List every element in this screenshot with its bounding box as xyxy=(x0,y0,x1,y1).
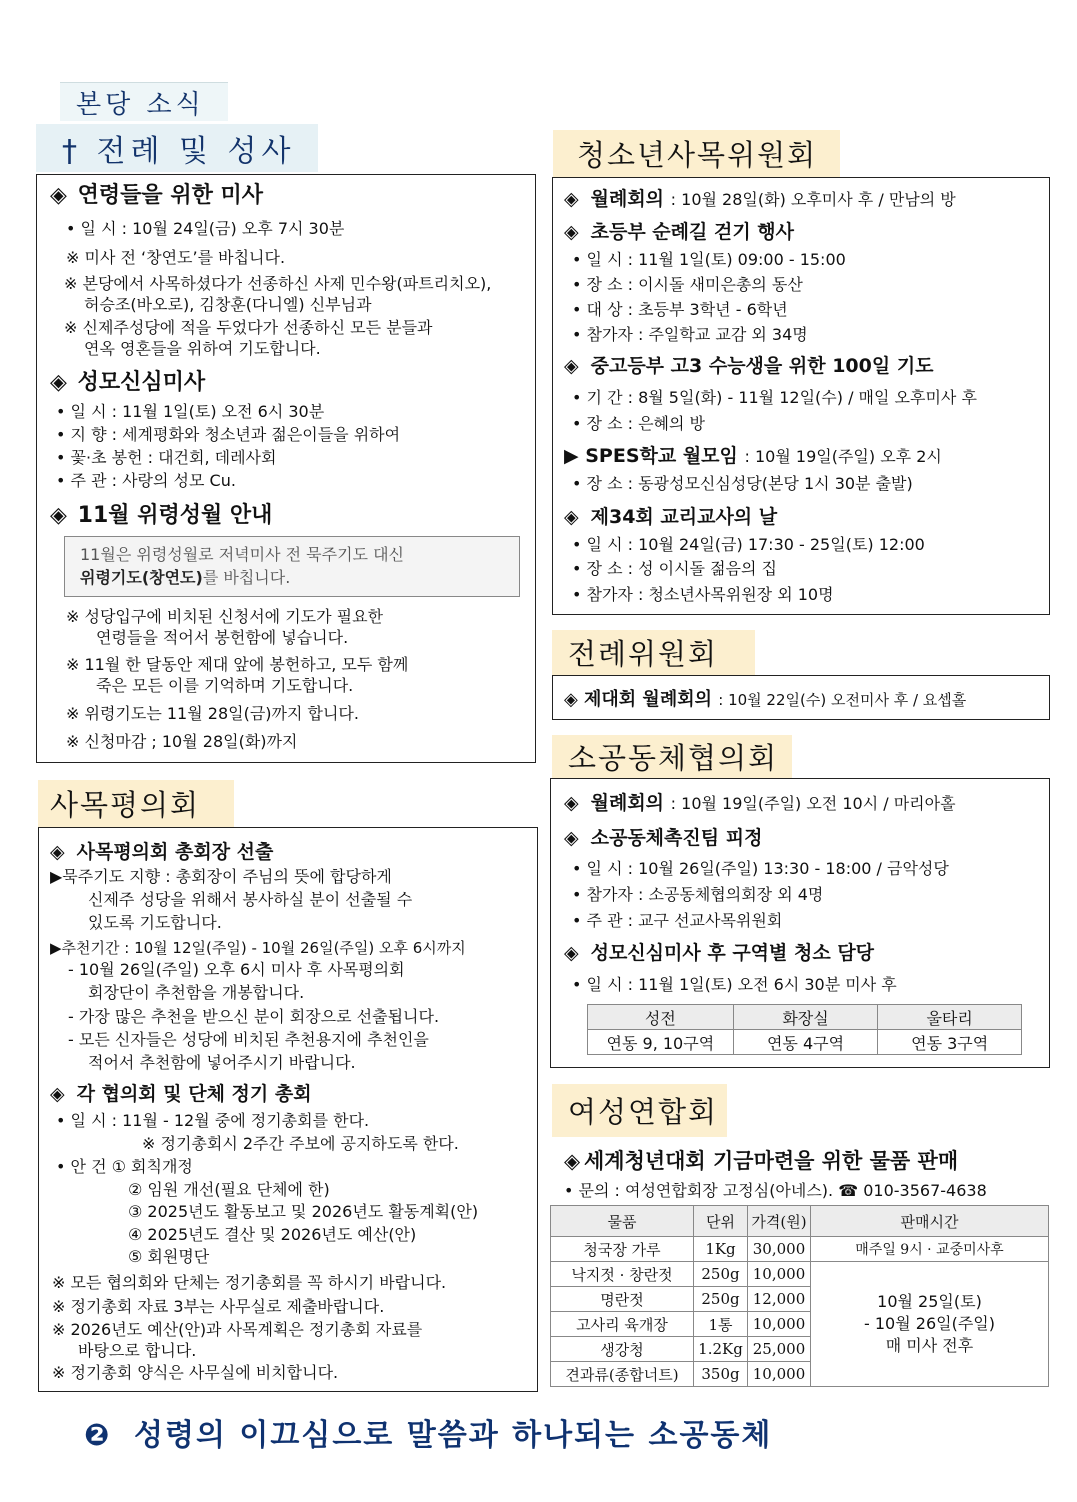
liturgy-committee-title: 전례위원회 xyxy=(568,637,719,671)
text-line: - 가장 많은 추천을 받으신 분이 회장으로 선출됩니다. xyxy=(68,1007,440,1026)
s2-title-text: 성모신심미사 xyxy=(77,370,206,395)
table-cell: 명란젓 xyxy=(551,1287,694,1312)
text-line: ※ 미사 전 ‘창연도’를 바칩니다. xyxy=(66,248,286,267)
text-line: • 기 간 : 8월 5일(화) - 11월 12일(수) / 매일 오후미사 후 xyxy=(572,388,977,407)
text-line: ※ 정기총회 자료 3부는 사무실로 제출바랍니다. xyxy=(52,1297,385,1316)
pastoral-s1-title xyxy=(50,840,273,864)
pastoral-s2-title xyxy=(50,1082,312,1106)
table-cell: 1Kg xyxy=(694,1237,748,1262)
diamond-icon: ◈ xyxy=(564,355,579,377)
liturgy-title-bar xyxy=(36,124,318,172)
table-cell: 250g xyxy=(694,1262,748,1287)
diamond-icon: ◈ xyxy=(50,841,65,863)
liturgy-committee-s1 xyxy=(564,688,966,712)
text-line: ※ 정기총회 양식은 사무실에 비치합니다. xyxy=(52,1363,339,1382)
table-cell: 350g xyxy=(694,1362,748,1387)
youth-s2-title xyxy=(564,220,794,244)
text-line: 죽은 모든 이를 기억하며 기도합니다. xyxy=(96,676,354,695)
youth-s5-title xyxy=(564,505,777,529)
text-line: ② 임원 개선(필요 단체에 한) xyxy=(128,1180,330,1199)
text-line: ※ 신제주성당에 적을 두었다가 선종하신 모든 분들과 xyxy=(64,318,433,337)
table-cell: 10,000 xyxy=(748,1262,811,1287)
s1-title-text: 연령들을 위한 미사 xyxy=(77,183,264,208)
text-line: • 일 시 : 10월 26일(주일) 13:30 - 18:00 / 금악성당 xyxy=(572,859,949,878)
text-line: • 주 관 : 사랑의 성모 Cu. xyxy=(56,471,236,490)
text-line: • 안 건 ① 회칙개정 xyxy=(56,1157,193,1176)
s1-title-text: 월례회의 xyxy=(590,188,665,210)
diamond-icon: ◈ xyxy=(564,792,579,814)
s1-title-text: 사목평의회 총회장 선출 xyxy=(76,841,274,863)
table-cell: 1통 xyxy=(694,1312,748,1337)
liturgy-s3-title xyxy=(50,502,272,530)
text-line: ※ 위령기도는 11월 28일(금)까지 합니다. xyxy=(66,704,359,723)
table-row xyxy=(551,1206,1049,1237)
diamond-icon: ◈ xyxy=(50,370,67,395)
table-cell: 연동 3구역 xyxy=(878,1030,1022,1055)
text-line: ※ 11월 한 달동안 제대 앞에 봉헌하고, 모두 함께 xyxy=(66,655,409,674)
table-cell: 25,000 xyxy=(748,1337,811,1362)
table-cell: 연동 9, 10구역 xyxy=(588,1030,734,1055)
text-line: 있도록 기도합니다. xyxy=(88,913,222,932)
s3-title-text: 성모신심미사 후 구역별 청소 담당 xyxy=(590,942,875,964)
cleaning-table xyxy=(587,1004,1022,1055)
page-title: 본당 소식 xyxy=(76,90,205,120)
notice-highlight: 위령기도(창연도) xyxy=(80,568,203,587)
community-s1-title xyxy=(564,791,956,816)
liturgy-s2-title xyxy=(50,369,205,397)
text-line: • 일 시 : 11월 1일(토) 오전 6시 30분 미사 후 xyxy=(572,975,897,994)
pastoral-title-bar xyxy=(38,780,234,827)
text-line: • 일 시 : 11월 1일(토) 오전 6시 30분 xyxy=(56,402,325,421)
table-header: 화장실 xyxy=(733,1005,878,1030)
footer-slogan xyxy=(84,1410,772,1454)
diamond-icon: ◈ xyxy=(564,506,579,528)
text-line: • 일 시 : 11월 1일(토) 09:00 - 15:00 xyxy=(572,250,846,269)
s2-title-text: 각 협의회 및 단체 정기 총회 xyxy=(76,1083,312,1105)
text-line: ③ 2025년도 활동보고 및 2026년도 활동계획(안) xyxy=(128,1202,479,1221)
s4-title-text: ▶ SPES학교 월모임 xyxy=(564,445,738,467)
s1-title-text: 세계청년대회 기금마련을 위한 물품 판매 xyxy=(584,1149,959,1173)
text-line: 적어서 추천함에 넣어주시기 바랍니다. xyxy=(88,1053,356,1072)
sales-table xyxy=(550,1205,1049,1387)
table-cell: 10,000 xyxy=(748,1362,811,1387)
liturgy-title: † 전례 및 성사 xyxy=(62,134,296,169)
text-line: • 참가자 : 소공동체협의회장 외 4명 xyxy=(572,885,824,904)
table-cell-time xyxy=(811,1262,1049,1387)
table-cell: 250g xyxy=(694,1287,748,1312)
table-header: 단위 xyxy=(694,1206,748,1237)
text-line: • 참가자 : 청소년사목위원장 외 10명 xyxy=(572,585,834,604)
time-line: 매 미사 전후 xyxy=(885,1336,974,1355)
women-s1-title xyxy=(564,1147,958,1175)
diamond-icon: ◈ xyxy=(564,689,578,710)
table-header: 가격(원) xyxy=(748,1206,811,1237)
table-cell: 생강청 xyxy=(551,1337,694,1362)
s2-title-text: 초등부 순례길 걷기 행사 xyxy=(590,221,795,243)
text-line: • 일 시 : 11월 - 12월 중에 정기총회를 한다. xyxy=(56,1111,370,1130)
community-title-bar xyxy=(552,735,792,778)
text-line: 회장단이 추천함을 개봉합니다. xyxy=(88,983,305,1002)
text-line: 허승조(바오로), 김창훈(다니엘) 신부님과 xyxy=(84,295,372,314)
contact-line: • 문의 : 여성연합회장 고정심(아네스). ☎ 010-3567-4638 xyxy=(564,1181,987,1200)
text-line: ▶추천기간 : 10월 12일(주일) - 10월 26일(주일) 오후 6시까지 xyxy=(50,939,466,957)
diamond-icon: ◈ xyxy=(564,942,579,964)
text-line: - 10월 26일(주일) 오후 6시 미사 후 사목평의회 xyxy=(68,960,405,979)
women-title: 여성연합회 xyxy=(568,1095,719,1129)
text-line: ※ 성당입구에 비치된 신청서에 기도가 필요한 xyxy=(66,607,384,626)
s1-rest: : 10월 22일(수) 오전미사 후 / 요셉홀 xyxy=(718,691,967,709)
table-row xyxy=(588,1005,1022,1030)
table-row xyxy=(551,1237,1049,1262)
youth-title: 청소년사목위원회 xyxy=(577,138,818,172)
s5-title-text: 제34회 교리교사의 날 xyxy=(590,506,778,528)
table-cell: 낙지젓 · 창란젓 xyxy=(551,1262,694,1287)
footer-bullet-icon: ❷ xyxy=(84,1418,112,1453)
community-s2-title xyxy=(564,826,762,850)
notice-line xyxy=(80,568,290,588)
table-cell: 연동 4구역 xyxy=(733,1030,878,1055)
text-line: ▶묵주기도 지향 : 총회장이 주님의 뜻에 합당하게 xyxy=(50,867,392,886)
table-row xyxy=(588,1030,1022,1055)
text-line: • 주 관 : 교구 선교사목위원회 xyxy=(572,911,783,930)
text-line: • 지 향 : 세계평화와 청소년과 젊은이들을 위하여 xyxy=(56,425,401,444)
text-line: • 장 소 : 이시돌 새미은총의 동산 xyxy=(572,275,803,294)
text-line: • 일 시 : 10월 24일(금) 17:30 - 25일(토) 12:00 xyxy=(572,535,925,554)
s1-rest: : 10월 28일(화) 오후미사 후 / 만남의 방 xyxy=(670,190,956,209)
table-cell: 매주일 9시 · 교중미사후 xyxy=(811,1237,1049,1262)
table-cell: 30,000 xyxy=(748,1237,811,1262)
youth-s3-title xyxy=(564,354,934,378)
s4-rest: : 10월 19일(주일) 오후 2시 xyxy=(744,447,942,466)
text-line: ※ 모든 협의회와 단체는 정기총회를 꼭 하시기 바랍니다. xyxy=(52,1273,447,1292)
diamond-icon: ◈ xyxy=(50,503,67,528)
s1-rest: : 10월 19일(주일) 오전 10시 / 마리아홀 xyxy=(670,794,956,813)
notice-line: 11월은 위령성월로 저녁미사 전 묵주기도 대신 xyxy=(80,545,404,564)
table-cell: 1.2Kg xyxy=(694,1337,748,1362)
diamond-icon: ◈ xyxy=(50,1083,65,1105)
text-line: ④ 2025년도 결산 및 2026년도 예산(안) xyxy=(128,1225,417,1244)
women-title-bar xyxy=(552,1084,727,1137)
text-line: - 모든 신자들은 성당에 비치된 추천용지에 추천인을 xyxy=(68,1030,429,1049)
text-line: ※ 신청마감 ; 10월 28일(화)까지 xyxy=(66,732,298,751)
text-line: ※ 2026년도 예산(안)과 사목계획은 정기총회 자료를 xyxy=(52,1320,423,1339)
table-header: 판매시간 xyxy=(811,1206,1049,1237)
table-header: 물품 xyxy=(551,1206,694,1237)
table-cell: 고사리 육개장 xyxy=(551,1312,694,1337)
text-line: ⑤ 회원명단 xyxy=(128,1247,210,1266)
text-line: ※ 본당에서 사목하셨다가 선종하신 사제 민수왕(파트리치오), xyxy=(64,274,492,293)
table-cell: 청국장 가루 xyxy=(551,1237,694,1262)
text-line: • 장 소 : 성 이시돌 젊음의 집 xyxy=(572,559,777,578)
text-line: • 장 소 : 동광성모신심성당(본당 1시 30분 출발) xyxy=(572,474,913,493)
diamond-icon: ◈ xyxy=(564,221,579,243)
youth-s4-title xyxy=(564,444,942,469)
table-cell: 12,000 xyxy=(748,1287,811,1312)
table-row xyxy=(551,1262,1049,1287)
table-cell: 10,000 xyxy=(748,1312,811,1337)
text-line: 연옥 영혼들을 위하여 기도합니다. xyxy=(84,339,321,358)
footer-text: 성령의 이끄심으로 말씀과 하나되는 소공동체 xyxy=(134,1418,773,1453)
table-header: 성전 xyxy=(588,1005,734,1030)
s1-title-text: 월례회의 xyxy=(590,792,665,814)
notice-rest: 를 바칩니다. xyxy=(202,568,291,587)
diamond-icon: ◈ xyxy=(564,188,579,210)
text-line: • 일 시 : 10월 24일(금) 오후 7시 30분 xyxy=(66,219,345,238)
text-line: • 장 소 : 은혜의 방 xyxy=(572,414,705,433)
text-line: 연령들을 적어서 봉헌함에 넣습니다. xyxy=(96,628,349,647)
diamond-icon: ◈ xyxy=(564,1149,581,1173)
text-line: • 꽃·초 봉헌 : 대건회, 데레사회 xyxy=(56,448,277,467)
community-title: 소공동체협의회 xyxy=(568,741,779,775)
table-header: 울타리 xyxy=(878,1005,1022,1030)
text-line: 바탕으로 합니다. xyxy=(78,1341,197,1360)
table-cell: 견과류(종합너트) xyxy=(551,1362,694,1387)
s3-title-text: 11월 위령성월 안내 xyxy=(77,503,273,528)
time-line: 10월 25일(토) xyxy=(877,1292,982,1311)
text-line: ※ 정기총회시 2주간 주보에 공지하도록 한다. xyxy=(142,1134,459,1153)
s3-title-text: 중고등부 고3 수능생을 위한 100일 기도 xyxy=(590,355,934,377)
s2-title-text: 소공동체촉진팀 피정 xyxy=(590,827,763,849)
liturgy-s1-title xyxy=(50,182,263,210)
liturgy-committee-title-bar xyxy=(552,630,755,675)
text-line: 신제주 성당을 위해서 봉사하실 분이 선출될 수 xyxy=(88,890,413,909)
diamond-icon: ◈ xyxy=(564,827,579,849)
community-s3-title xyxy=(564,941,874,965)
text-line: • 대 상 : 초등부 3학년 - 6학년 xyxy=(572,300,788,319)
s1-title-text: 제대회 월례회의 xyxy=(584,689,712,710)
time-line: - 10월 26일(주일) xyxy=(864,1314,995,1333)
pastoral-title: 사목평의회 xyxy=(50,788,201,822)
youth-s1-title xyxy=(564,187,956,212)
youth-title-bar xyxy=(553,130,840,177)
text-line: • 참가자 : 주일학교 교감 외 34명 xyxy=(572,325,808,344)
diamond-icon: ◈ xyxy=(50,183,67,208)
